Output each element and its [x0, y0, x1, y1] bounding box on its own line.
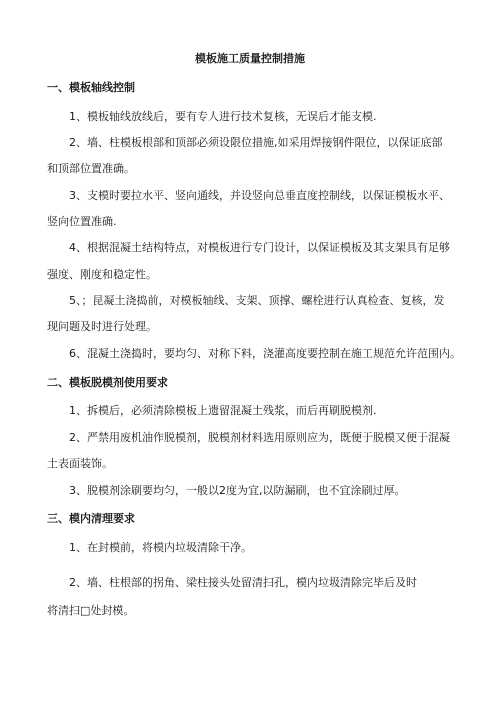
paragraph-line: 1、在封模前，将模内垃圾清除干净。	[69, 541, 252, 554]
paragraph-line: 竖向位置准确.	[47, 215, 117, 228]
paragraph-line: 6、混凝土浇捣时，要均匀、对称下料，浇灌高度要控制在施工规范允许范围内。	[69, 347, 461, 360]
section-heading-1: 一、模板轴线控制	[47, 81, 135, 94]
section-heading-3: 三、模内清理要求	[47, 512, 135, 525]
paragraph-line: 5、；昆凝土浇捣前，对模板轴线、支架、顶撑、螺栓进行认真检查、复核，发	[69, 294, 445, 307]
paragraph-line: 和顶部位置准确。	[47, 162, 135, 175]
paragraph-line: 1、模板轴线放线后，要有专人进行技术复核，无误后才能支模.	[69, 110, 377, 123]
paragraph-line: 强度、刚度和稳定性。	[47, 268, 157, 281]
paragraph-line: 3、脱模剂涂刷要均匀，一般以2度为宜,以防漏刷，也不宜涂刷过厚。	[69, 484, 406, 497]
paragraph-line: 现问题及时进行处理。	[47, 320, 157, 333]
paragraph-line: 4、根据混凝土结构特点，对模板进行专门设计，以保证模板及其支架具有足够	[69, 241, 450, 254]
paragraph-line: 2、严禁用废机油作脱模剂，脱模剂材料选用原则应为，既便于脱模又便于混凝	[69, 431, 450, 444]
paragraph-line: 将清扫□处封模。	[47, 604, 135, 617]
paragraph-line: 土表面装饰。	[47, 457, 113, 470]
paragraph-line: 1、拆模后，必须清除模板上遗留混凝土残浆，而后再刷脱模剂.	[69, 404, 377, 417]
paragraph-line: 2、墙、柱模板根部和顶部必须设限位措施,如采用焊接钢件限位，以保证底部	[69, 136, 443, 149]
section-heading-2: 二、模板脱模剂使用要求	[47, 376, 168, 389]
paragraph-line: 2、墙、柱根部的拐角、梁柱接头处留清扫孔，模内垃圾清除完毕后及时	[69, 576, 417, 589]
paragraph-line: 3、支模时要拉水平、竖向通线，并设竖向总垂直度控制线，以保证模板水平、	[69, 189, 450, 202]
document-title: 模板施工质量控制措施	[195, 52, 305, 65]
